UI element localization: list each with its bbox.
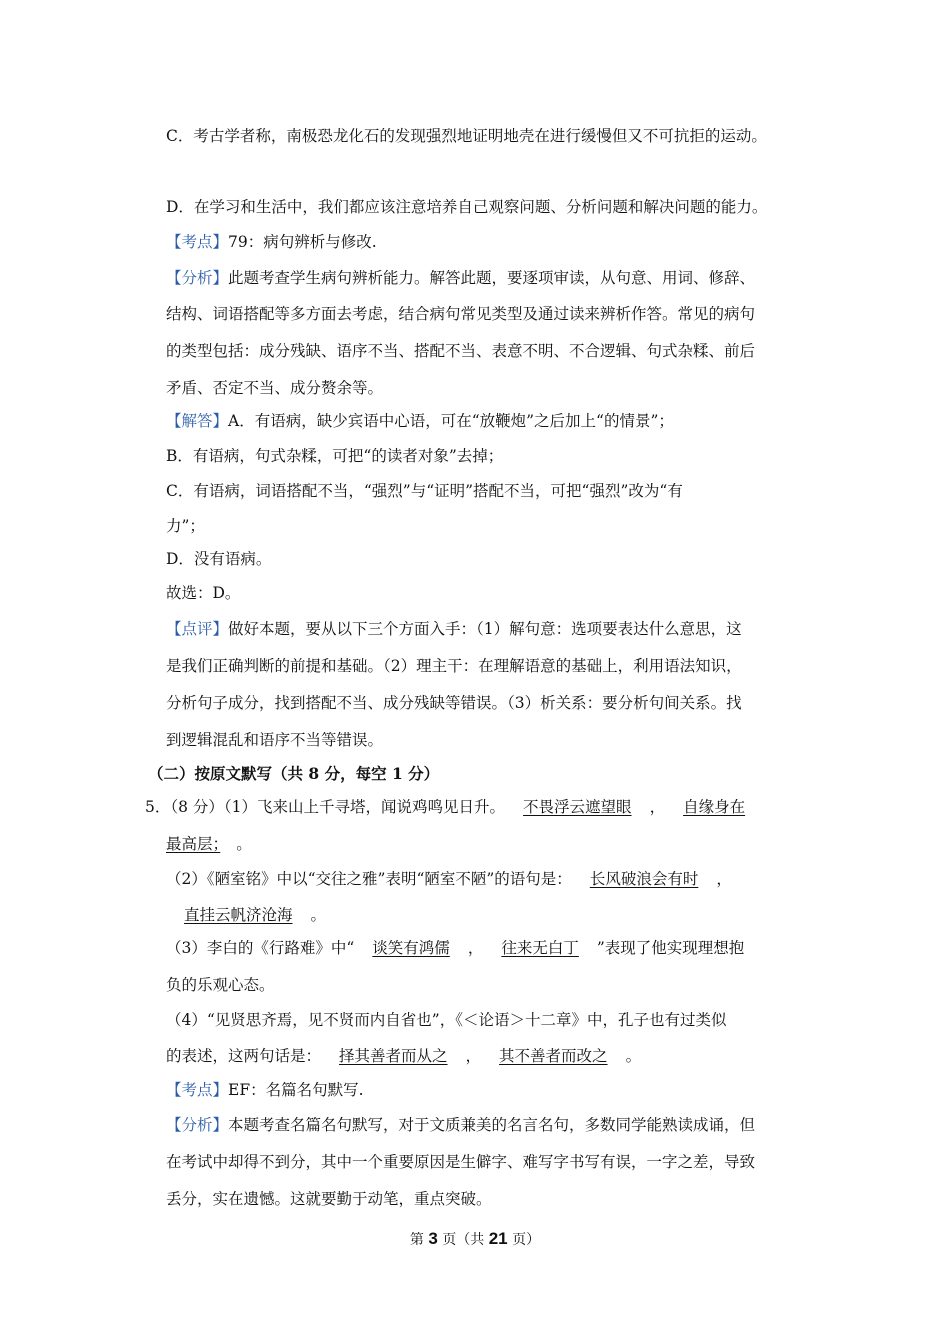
section-title: （二）按原文默写（共 8 分，每空 1 分）: [148, 764, 440, 783]
answer-blank: 直挂云帆济沧海: [184, 906, 293, 924]
q5-row-8: 的表述，这两句话是： 择其善者而从之 ， 其不善者而改之 。: [166, 1047, 642, 1065]
answer-blank: 不畏浮云遮望眼: [523, 798, 632, 816]
q5-kaodian-row: [166, 1080, 364, 1100]
fenxi-tag: 【分析】: [166, 269, 229, 287]
q5-row-6: 负的乐观心态。: [166, 976, 275, 994]
page-footer: 第 3 页（共 21 页）: [409, 1229, 541, 1248]
jieda-row-5: D．没有语病。: [166, 550, 272, 568]
q5-score: （8 分）: [170, 798, 224, 816]
answer-blank: 其不善者而改之: [499, 1047, 608, 1065]
q5-row-7: （4）“见贤思齐焉，见不贤而内自省也”，《＜论语＞十二章》中，孔子也有过类似: [166, 1011, 727, 1029]
kaodian-tag: 【考点】: [166, 233, 229, 251]
q5-p1-prefix: （1）飞来山上千寻塔，闻说鸡鸣见日升。: [223, 798, 506, 816]
dianping-tag: 【点评】: [166, 620, 229, 638]
fenxi-row-4: 矛盾、否定不当、成分赘余等。: [166, 379, 384, 397]
dianping-row-3: 分析句子成分，找到搭配不当、成分残缺等错误。（3）析关系：要分析句间关系。找: [166, 694, 742, 712]
jieda-row-1: [166, 411, 674, 431]
jieda-tag: 【解答】: [166, 412, 229, 430]
q5-number: 5．: [145, 798, 171, 816]
q5-p3-prefix: （3）李白的《行路难》中“: [166, 939, 355, 957]
dianping-row-4: 到逻辑混乱和语序不当等错误。: [166, 731, 384, 749]
answer-blank: 择其善者而从之: [339, 1047, 448, 1065]
answer-blank: 长风破浪会有时: [589, 870, 699, 888]
q5-fenxi-row-3: 丢分，实在遗憾。这就要勤于动笔，重点突破。: [166, 1190, 492, 1208]
fenxi-tag: 【分析】: [166, 1116, 229, 1134]
q5-row-2: 最高层； 。: [166, 835, 252, 853]
option-d: D．在学习和生活中，我们都应该注意培养自己观察问题、分析问题和解决问题的能力。: [166, 198, 768, 216]
q5-p2-prefix: （2）《陋室铭》中以“交往之雅”表明“陋室不陋”的语句是：: [166, 870, 572, 888]
q5-p4-prefix: 的表述，这两句话是：: [166, 1047, 322, 1065]
jieda-row-2: B．有语病，句式杂糅，可把“的读者对象”去掉；: [166, 447, 504, 465]
fenxi-text: 此题考查学生病句辨析能力。解答此题，要逐项审读，从句意、用词、修辞、: [228, 269, 756, 287]
fenxi-row-3: 的类型包括：成分残缺、语序不当、搭配不当、表意不明、不合逻辑、句式杂糅、前后: [166, 342, 756, 360]
dianping-row-1: [166, 619, 742, 639]
kaodian-text: EF：名篇名句默写.: [228, 1081, 364, 1099]
dianping-row-2: 是我们正确判断的前提和基础。（2）理主干：在理解语意的基础上，利用语法知识，: [166, 657, 742, 675]
fenxi-text: 本题考查名篇名句默写，对于文质兼美的名言名句，多数同学能熟读成诵，但: [228, 1116, 756, 1134]
q5-fenxi-row-2: 在考试中却得不到分，其中一个重要原因是生僻字、难写字书写有误，一字之差，导致: [166, 1153, 756, 1171]
kaodian-tag: 【考点】: [166, 1081, 229, 1099]
kaodian-row: [166, 232, 377, 252]
kaodian-text: 79：病句辨析与修改.: [228, 233, 377, 251]
q5-row-3: （2）《陋室铭》中以“交往之雅”表明“陋室不陋”的语句是： 长风破浪会有时 ，: [166, 870, 732, 888]
answer-blank: 最高层；: [166, 835, 221, 853]
option-c: C．考古学者称，南极恐龙化石的发现强烈地证明地壳在进行缓慢但又不可抗拒的运动。: [166, 127, 767, 145]
jieda-row-4: 力”；: [166, 517, 205, 535]
jieda-row-3: C．有语病，词语搭配不当，“强烈”与“证明”搭配不当，可把“强烈”改为“有: [166, 482, 683, 500]
fenxi-row-1: [166, 268, 755, 288]
q5-row-4: 直挂云帆济沧海 。: [166, 905, 326, 925]
page-total: 21: [488, 1229, 508, 1248]
answer-blank: 谈笑有鸿儒: [372, 939, 450, 957]
jieda-row-6: 故选：D。: [166, 584, 241, 602]
dianping-text: 做好本题，要从以下三个方面入手：（1）解句意：选项要表达什么意思，这: [228, 620, 742, 638]
fenxi-row-2: 结构、词语搭配等多方面去考虑，结合病句常见类型及通过读来辨析作答。常见的病句: [166, 305, 756, 323]
answer-blank: 往来无白丁: [501, 939, 579, 957]
page-number: 3: [428, 1229, 438, 1248]
q5-fenxi-row-1: [166, 1115, 755, 1135]
answer-blank: 自缘身在: [683, 798, 746, 816]
jieda-text: A．有语病，缺少宾语中心语，可在“放鞭炮”之后加上“的情景”；: [228, 412, 674, 430]
q5-row-1: 5．（8 分）（1）飞来山上千寻塔，闻说鸡鸣见日升。 不畏浮云遮望眼 ， 自缘身在: [145, 797, 751, 817]
q5-row-5: （3）李白的《行路难》中“ 谈笑有鸿儒 ， 往来无白丁 ”表现了他实现理想抱: [166, 939, 745, 957]
